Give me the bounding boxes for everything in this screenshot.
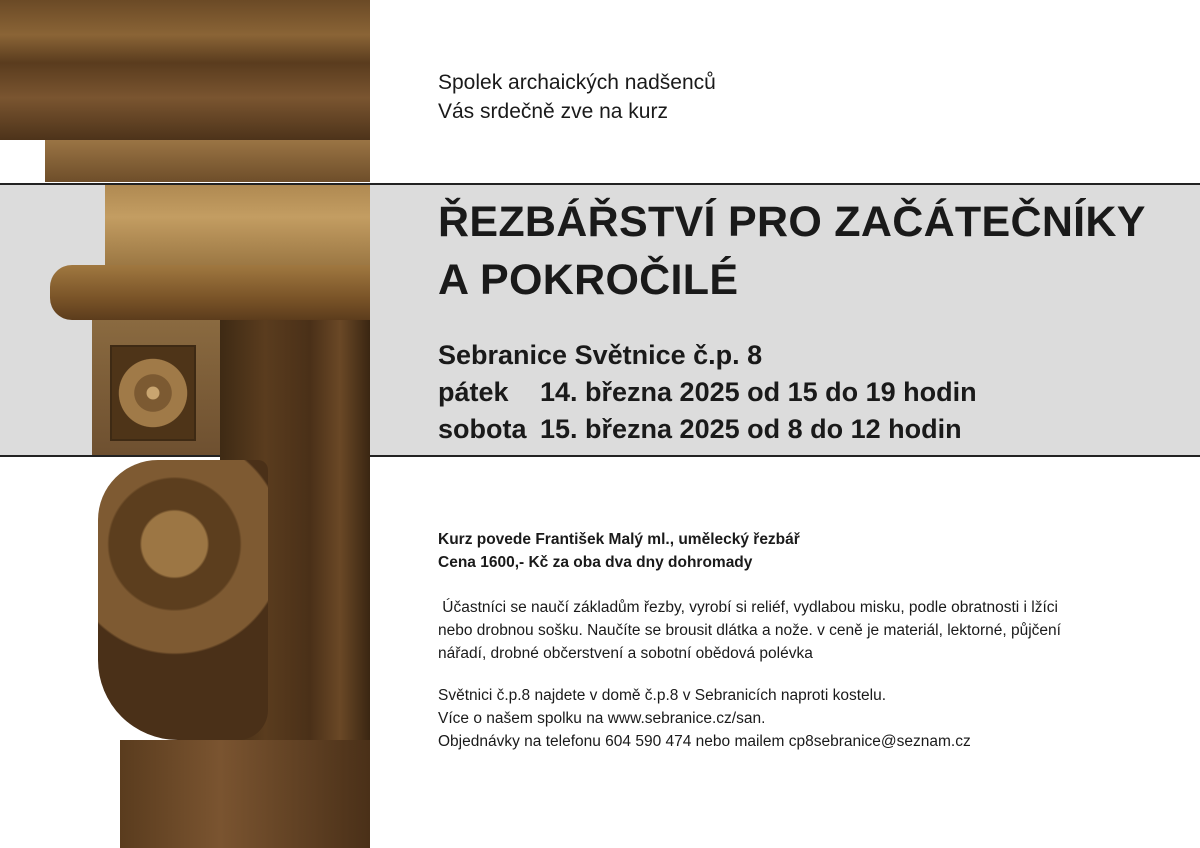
title-line: A POKROČILÉ [438,256,739,304]
frieze [105,185,370,265]
intro [438,68,716,126]
molding [50,265,370,320]
schedule-row [438,411,977,448]
description [438,596,1158,665]
order-note: Objednávky na telefonu 604 590 474 nebo mailem cp8sebranice@seznam.cz [438,733,971,750]
venue-schedule [438,337,977,448]
schedule-time: 15. března 2025 od 8 do 12 hodin [540,414,962,444]
schedule-day: pátek [438,377,509,407]
instructor: Kurz povede František Malý ml., umělecký řezbář [438,531,800,548]
contact-info [438,684,971,753]
intro-line: Vás srdečně zve na kurz [438,100,668,123]
description-line: Účastníci se naučí základům řezby, vyrobí si reliéf, vydlabou misku, podle obratnosti i lžíci [438,599,1058,616]
carved-wood-photo [0,0,370,848]
location-note: Světnici č.p.8 najdete v domě č.p.8 v Sebranicích naproti kostelu. [438,687,887,704]
schedule-time: 14. března 2025 od 15 do 19 hodin [540,377,977,407]
column-base [120,740,370,848]
schedule-row [438,374,977,411]
course-details [438,528,800,574]
venue: Sebranice Světnice č.p. 8 [438,340,763,370]
description-line: nebo drobnou sošku. Naučíte se brousit dlátka a nože. v ceně je materiál, lektorné, půjčení [438,622,1061,639]
schedule-day: sobota [438,414,527,444]
title-line: ŘEZBÁŘSTVÍ PRO ZAČÁTEČNÍKY [438,198,1146,246]
website-note: Více o našem spolku na www.sebranice.cz/san. [438,710,766,727]
cornice-lower [45,140,370,182]
description-line: nářadí, drobné občerstvení a sobotní obědová polévka [438,645,813,662]
page-title [438,193,1146,309]
rosette-carving [110,345,196,441]
price: Cena 1600,- Kč za oba dva dny dohromady [438,554,753,571]
intro-line: Spolek archaických nadšenců [438,71,716,94]
cornice [0,0,370,140]
carved-bracket [98,460,268,740]
